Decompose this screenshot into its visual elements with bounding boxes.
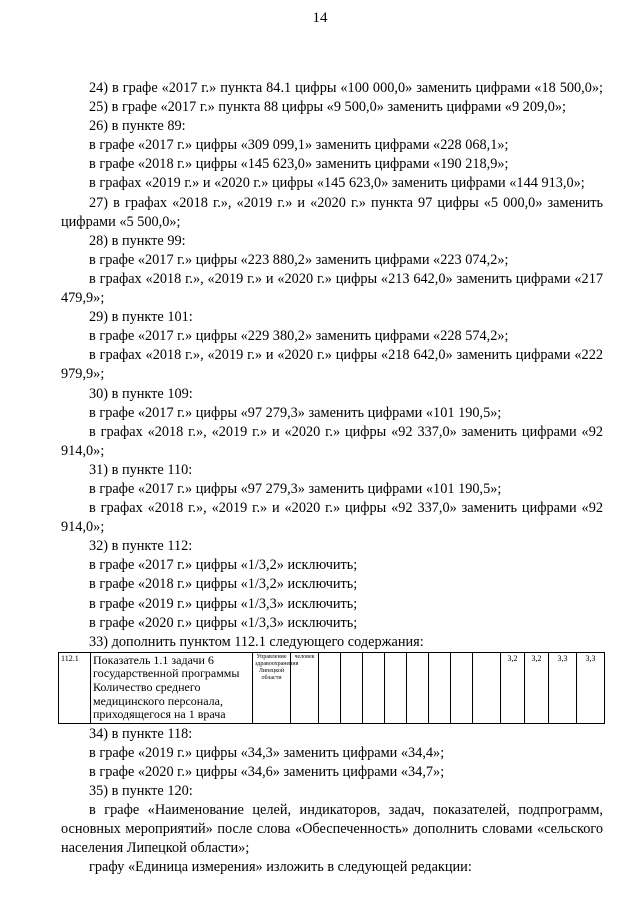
- paragraph: в графе «2017 г.» цифры «309 099,1» заменить цифрами «228 068,1»;: [89, 137, 509, 154]
- paragraph: графу «Единица измерения» изложить в следующей редакции:: [89, 859, 472, 876]
- document-body: [61, 79, 603, 878]
- paragraph: 34) в пункте 118:: [89, 725, 193, 742]
- paragraph: в графах «2018 г.», «2019 г.» и «2020 г.» цифры «213 642,0» заменить цифрами «217 479,9»;: [61, 270, 603, 307]
- unit-of-measure: человек: [291, 652, 319, 723]
- row-number: 112.1: [59, 652, 91, 723]
- paragraph: в графе «2017 г.» цифры «97 279,3» заменить цифрами «101 190,5»;: [89, 480, 502, 497]
- paragraph: в графе «2018 г.» цифры «145 623,0» заменить цифрами «190 218,9»;: [89, 156, 509, 173]
- paragraph: 35) в пункте 120:: [89, 783, 193, 800]
- paragraph: 28) в пункте 99:: [89, 232, 186, 249]
- value-cell: 3,3: [577, 652, 605, 723]
- table-row: [59, 652, 605, 723]
- paragraph: 27) в графах «2018 г.», «2019 г.» и «2020 г.» пункта 97 цифры «5 000,0» заменить цифрами «5 500,0»;: [61, 194, 603, 230]
- empty-cell: [407, 652, 429, 723]
- paragraph: 24) в графе «2017 г.» пункта 84.1 цифры «100 000,0» заменить цифрами «18 500,0»;: [89, 80, 603, 96]
- paragraph: в графе «2018 г.» цифры «1/3,2» исключить;: [89, 576, 358, 593]
- page-number: 14: [312, 10, 328, 26]
- paragraph: в графе «2017 г.» цифры «97 279,3» заменить цифрами «101 190,5»;: [89, 404, 502, 421]
- paragraph: в графах «2018 г.», «2019 г.» и «2020 г.» цифры «92 337,0» заменить цифрами «92 914,0»;: [61, 423, 603, 459]
- paragraph: в графе «2017 г.» цифры «223 880,2» заменить цифрами «223 074,2»;: [89, 251, 509, 268]
- value-cell: 3,3: [549, 652, 577, 723]
- indicator-name: Показатель 1.1 задачи 6 государственной программы Количество среднего медицинского персонала, приходящегося на 1 врача: [91, 652, 253, 723]
- paragraph: в графе «2020 г.» цифры «1/3,3» исключить;: [89, 614, 358, 631]
- empty-cell: [429, 652, 451, 723]
- paragraph: в графах «2018 г.», «2019 г.» и «2020 г.» цифры «218 642,0» заменить цифрами «222 979,9»;: [61, 347, 603, 383]
- responsible-executor: Управление здравоохранения Липецкой области: [253, 652, 291, 723]
- paragraph: в графе «2017 г.» цифры «229 380,2» заменить цифрами «228 574,2»;: [89, 328, 509, 345]
- paragraph: в графе «2019 г.» цифры «1/3,3» исключить;: [89, 595, 358, 612]
- paragraph: 25) в графе «2017 г.» пункта 88 цифры «9 500,0» заменить цифрами «9 209,0»;: [89, 99, 566, 116]
- empty-cell: [341, 652, 363, 723]
- value-cell: 3,2: [501, 652, 525, 723]
- paragraph: 30) в пункте 109:: [89, 385, 193, 402]
- value-cell: 3,2: [525, 652, 549, 723]
- empty-cell: [451, 652, 473, 723]
- paragraph: 29) в пункте 101:: [89, 309, 193, 326]
- paragraph: в графе «Наименование целей, индикаторов, задач, показателей, подпрограмм, основных мероприятий» после слова «Обеспеченность» дополнить словами «сельского населения Липецкой области»;: [61, 802, 603, 857]
- paragraph: 26) в пункте 89:: [89, 118, 186, 135]
- paragraph: в графе «2019 г.» цифры «34,3» заменить цифрами «34,4»;: [89, 744, 445, 761]
- paragraph: в графах «2018 г.», «2019 г.» и «2020 г.» цифры «92 337,0» заменить цифрами «92 914,0»;: [61, 500, 603, 536]
- paragraph: 31) в пункте 110:: [89, 461, 193, 478]
- paragraph: 32) в пункте 112:: [89, 538, 193, 555]
- indicator-table: [58, 652, 605, 724]
- empty-cell: [363, 652, 385, 723]
- paragraph: в графах «2019 г.» и «2020 г.» цифры «145 623,0» заменить цифрами «144 913,0»;: [89, 175, 585, 192]
- paragraph: 33) дополнить пунктом 112.1 следующего содержания:: [89, 633, 424, 650]
- paragraph: в графе «2020 г.» цифры «34,6» заменить цифрами «34,7»;: [89, 763, 445, 780]
- paragraph: в графе «2017 г.» цифры «1/3,2» исключить;: [89, 557, 358, 574]
- empty-cell: [473, 652, 501, 723]
- empty-cell: [319, 652, 341, 723]
- empty-cell: [385, 652, 407, 723]
